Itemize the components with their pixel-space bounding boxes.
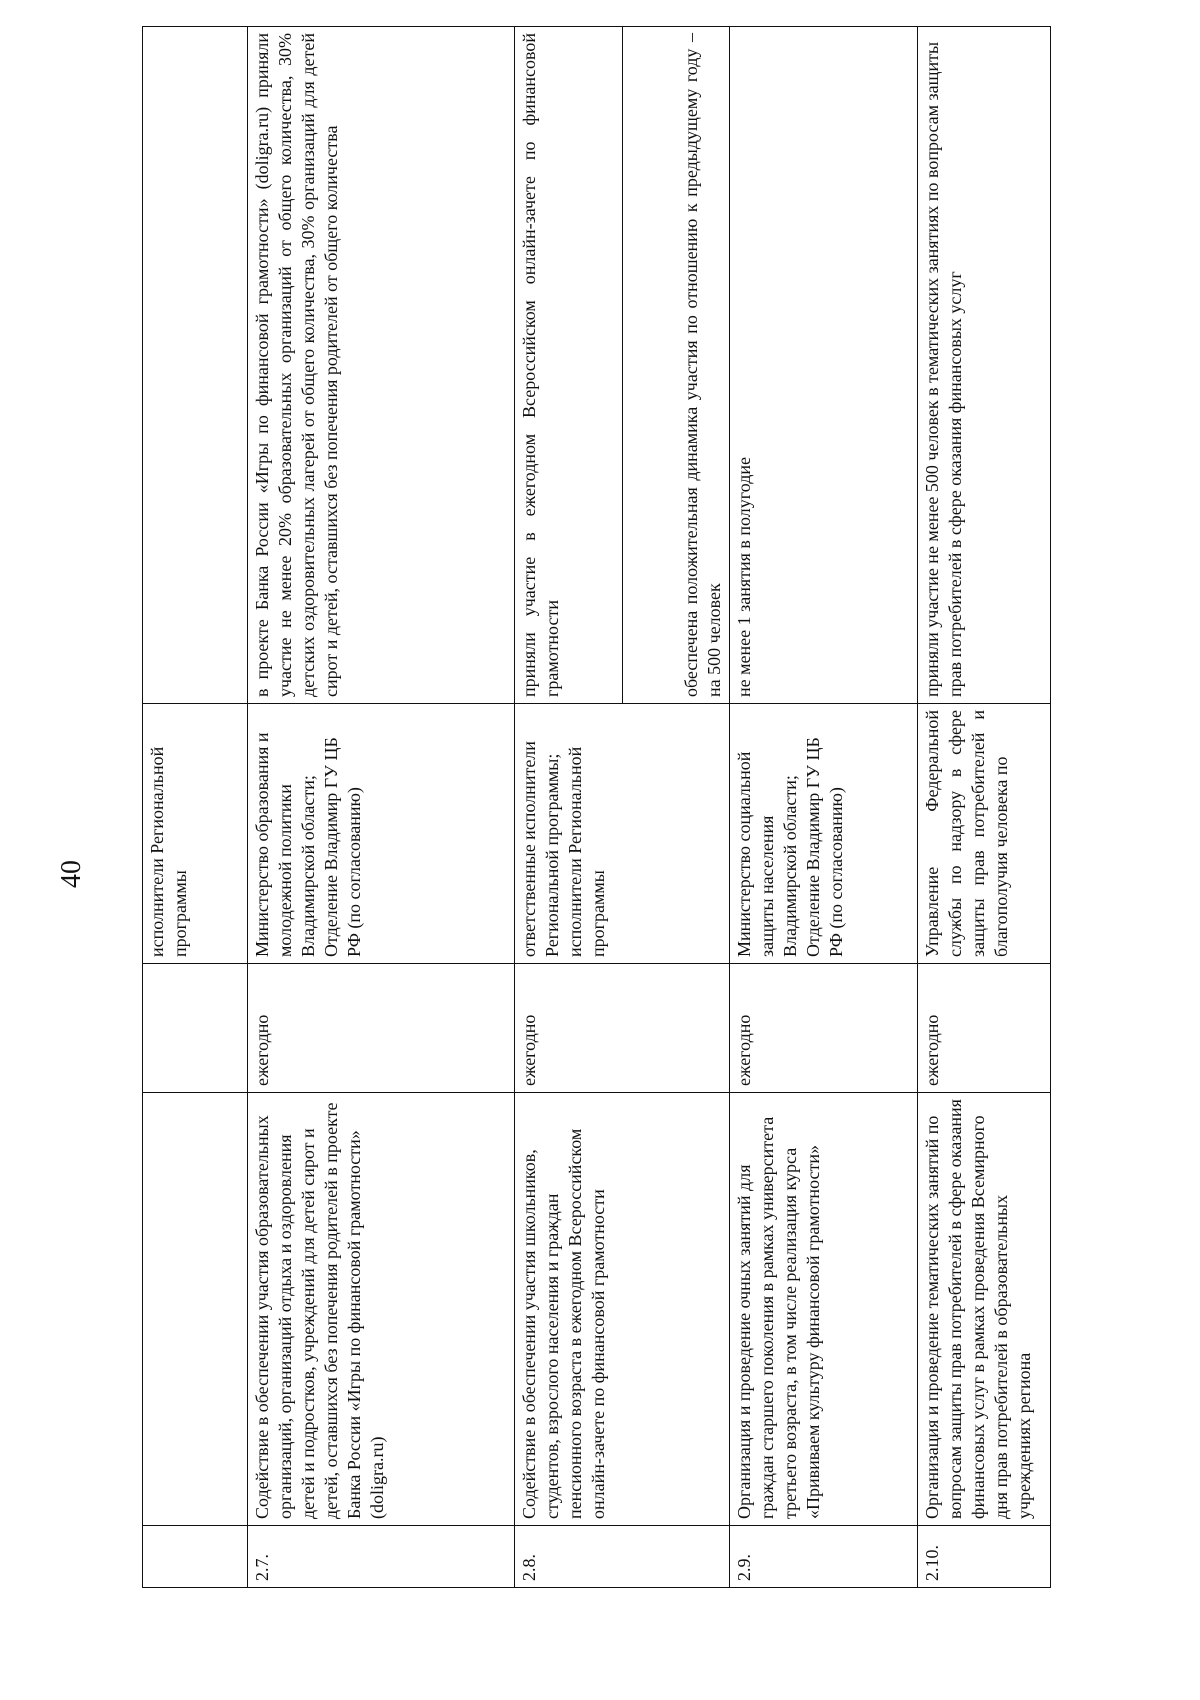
result-cell: не менее 1 занятия в полугодие — [730, 27, 918, 704]
header-number-cell — [143, 1526, 248, 1588]
event-cell: Содействие в обеспечении участия школьников, студентов, взрослого населения и граждан пенсионного возраста в ежегодном Всероссийском онлайн-зачете по финансовой грамотности — [515, 1093, 730, 1526]
executors-cell: Управление Федеральной службы по надзору в сфере защиты прав потребителей и благополучия человека по — [918, 704, 1051, 964]
executors-cell: ответственные исполнители Региональной программы; исполнители Региональной программы — [515, 704, 730, 964]
row-number-cell: 2.10. — [918, 1526, 1051, 1588]
result-cell: приняли участие не менее 500 человек в тематических занятиях по вопросам защиты прав потребителей в сфере оказания финансовых услуг — [918, 27, 1051, 704]
result-part-1: приняли участие в ежегодном Всероссийском онлайн-зачете по финансовой грамотности — [519, 33, 563, 697]
page-number: 40 — [56, 860, 87, 888]
period-cell: ежегодно — [918, 964, 1051, 1093]
result-part-2: обеспечена положительная динамика участия по отношению к предыдущему году – на 500 человек — [680, 33, 724, 697]
result-divider — [622, 27, 623, 703]
result-cell — [515, 27, 730, 704]
period-cell: ежегодно — [515, 964, 730, 1093]
table-header-row — [143, 27, 248, 1588]
period-cell: ежегодно — [730, 964, 918, 1093]
period-cell: ежегодно — [248, 964, 515, 1093]
header-period-cell — [143, 964, 248, 1093]
executors-cell: Министерство образования и молодежной политики Владимирской области; Отделение Владимир ГУ ЦБ РФ (по согласованию) — [248, 704, 515, 964]
table-row — [248, 27, 515, 1588]
event-cell: Содействие в обеспечении участия образовательных организаций, организаций отдыха и оздоровления детей и подростков, учреждений для детей сирот и детей, оставшихся без попечения родителей в проекте Банка России «Игры по финансовой грамотности» (doligra.ru) — [248, 1093, 515, 1526]
row-number-cell: 2.7. — [248, 1526, 515, 1588]
split-result — [518, 33, 726, 697]
row-number-cell: 2.9. — [730, 1526, 918, 1588]
header-result-cell — [143, 27, 248, 704]
event-cell: Организация и проведение очных занятий для граждан старшего поколения в рамках университета третьего возраста, в том числе реализация курса «Прививаем культуру финансовой грамотности» — [730, 1093, 918, 1526]
header-executors-cell: исполнители Региональной программы — [143, 704, 248, 964]
event-cell: Организация и проведение тематических занятий по вопросам защиты прав потребителей в сфере оказания финансовых услуг в рамках проведения Всемирного дня прав потребителей в образовательных учреждениях региона — [918, 1093, 1051, 1526]
table-row — [730, 27, 918, 1588]
row-number-cell: 2.8. — [515, 1526, 730, 1588]
table-row — [515, 27, 730, 1588]
table-row — [918, 27, 1051, 1588]
result-cell: в проекте Банка России «Игры по финансовой грамотности» (doligra.ru) приняли участие не менее 20% образовательных организаций от общего количества, 30% детских оздоровительных лагерей от общего количества, 30% организаций для детей сирот и детей, оставшихся без попечения родителей от общего количества — [248, 27, 515, 704]
header-event-cell — [143, 1093, 248, 1526]
executors-cell: Министерство социальной защиты населения Владимирской области; Отделение Владимир ГУ ЦБ РФ (по согласованию) — [730, 704, 918, 964]
program-table — [142, 26, 1051, 1588]
rotated-table-page — [142, 33, 1035, 1588]
